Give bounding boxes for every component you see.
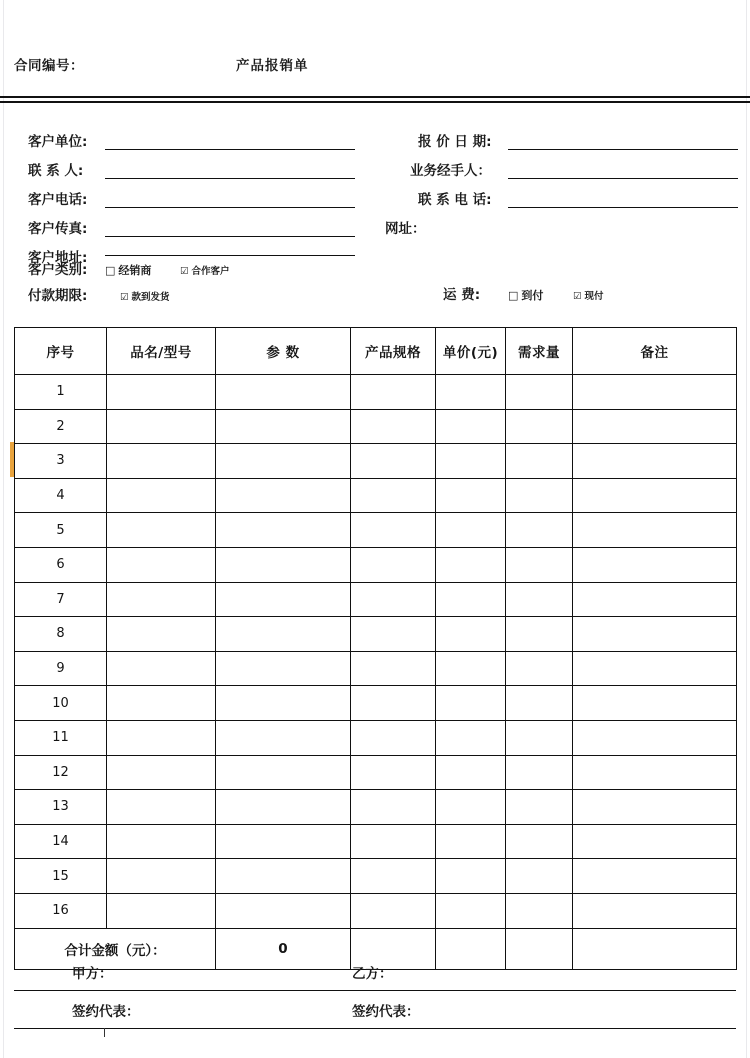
- checkbox-label-freight-collect: 到付: [521, 289, 544, 302]
- cell-index: 3: [15, 444, 107, 479]
- cell-name[interactable]: [107, 720, 216, 755]
- cell-qty[interactable]: [506, 651, 573, 686]
- cell-price[interactable]: [436, 375, 506, 410]
- cell-qty[interactable]: [506, 375, 573, 410]
- cell-spec[interactable]: [351, 582, 436, 617]
- document-header: [0, 0, 750, 97]
- cell-spec[interactable]: [351, 617, 436, 652]
- cell-index: 1: [15, 375, 107, 410]
- table-row: [15, 790, 737, 825]
- checkbox-freight-collect[interactable]: [508, 290, 543, 301]
- cell-spec[interactable]: [351, 513, 436, 548]
- field-label-customer-address: 客户地址:: [28, 250, 88, 266]
- cell-qty[interactable]: [506, 686, 573, 721]
- field-label-sales-agent: 业务经手人：: [410, 163, 491, 179]
- cell-note[interactable]: [573, 893, 737, 928]
- cell-params[interactable]: [216, 755, 351, 790]
- table-row: [15, 617, 737, 652]
- cell-params[interactable]: [216, 547, 351, 582]
- field-input-customer-company[interactable]: [105, 149, 355, 150]
- cell-params[interactable]: [216, 582, 351, 617]
- column-header-index: 序号: [15, 328, 107, 375]
- cell-name[interactable]: [107, 409, 216, 444]
- cell-name[interactable]: [107, 444, 216, 479]
- field-input-sales-agent[interactable]: [508, 178, 738, 179]
- cell-note[interactable]: [573, 686, 737, 721]
- table-row: [15, 444, 737, 479]
- field-label-customer-fax: 客户传真:: [28, 221, 88, 237]
- cell-index: 7: [15, 582, 107, 617]
- cell-price[interactable]: [436, 720, 506, 755]
- cell-price[interactable]: [436, 755, 506, 790]
- cell-price[interactable]: [436, 547, 506, 582]
- cell-price[interactable]: [436, 444, 506, 479]
- cell-price[interactable]: [436, 790, 506, 825]
- signature-row-parties: [14, 952, 736, 991]
- cell-qty[interactable]: [506, 790, 573, 825]
- cell-note[interactable]: [573, 547, 737, 582]
- field-label-contact-phone: 联 系 电 话:: [418, 192, 492, 208]
- field-input-contact-phone[interactable]: [508, 207, 738, 208]
- field-label-customer-company: 客户单位:: [28, 134, 88, 150]
- cell-note[interactable]: [573, 478, 737, 513]
- checkbox-label-partner-customer: 合作客户: [191, 266, 230, 277]
- cell-index: 5: [15, 513, 107, 548]
- cell-index: 12: [15, 755, 107, 790]
- signature-row-representatives: [14, 990, 736, 1029]
- cell-qty[interactable]: [506, 720, 573, 755]
- cell-name[interactable]: [107, 893, 216, 928]
- field-input-customer-address[interactable]: [105, 255, 355, 256]
- cell-index: 15: [15, 859, 107, 894]
- cell-price[interactable]: [436, 651, 506, 686]
- column-header-name: 品名/型号: [107, 328, 216, 375]
- page-title: 产品报销单: [236, 58, 309, 74]
- checkbox-label-dealer: 经销商: [118, 264, 152, 277]
- cell-qty[interactable]: [506, 513, 573, 548]
- checkbox-box-freight-prepaid: ☑: [573, 291, 582, 302]
- signature-block: [14, 952, 736, 1042]
- cell-params[interactable]: [216, 617, 351, 652]
- cell-params[interactable]: [216, 478, 351, 513]
- cell-qty[interactable]: [506, 617, 573, 652]
- cell-name[interactable]: [107, 824, 216, 859]
- table-row: [15, 686, 737, 721]
- cell-name[interactable]: [107, 755, 216, 790]
- cell-qty[interactable]: [506, 755, 573, 790]
- cell-spec[interactable]: [351, 478, 436, 513]
- cell-params[interactable]: [216, 409, 351, 444]
- cell-note[interactable]: [573, 582, 737, 617]
- cell-index: 10: [15, 686, 107, 721]
- cell-params[interactable]: [216, 513, 351, 548]
- cell-name[interactable]: [107, 686, 216, 721]
- cell-index: 13: [15, 790, 107, 825]
- table-row: [15, 859, 737, 894]
- cell-qty[interactable]: [506, 478, 573, 513]
- cell-note[interactable]: [573, 444, 737, 479]
- cell-qty[interactable]: [506, 893, 573, 928]
- cell-index: 11: [15, 720, 107, 755]
- total-amount-label: 合计金额（元）：: [15, 928, 216, 969]
- cell-name[interactable]: [107, 547, 216, 582]
- representative-b-label: 签约代表：: [352, 1004, 420, 1020]
- table-row: [15, 893, 737, 928]
- cell-note[interactable]: [573, 409, 737, 444]
- cell-spec[interactable]: [351, 824, 436, 859]
- table-row: [15, 547, 737, 582]
- checkbox-freight-prepaid[interactable]: [573, 292, 604, 302]
- cell-qty[interactable]: [506, 444, 573, 479]
- cell-spec[interactable]: [351, 651, 436, 686]
- cell-spec[interactable]: [351, 686, 436, 721]
- table-row: [15, 755, 737, 790]
- cell-spec[interactable]: [351, 409, 436, 444]
- cell-name[interactable]: [107, 790, 216, 825]
- cell-spec[interactable]: [351, 444, 436, 479]
- cell-params[interactable]: [216, 686, 351, 721]
- table-header-row: [15, 328, 737, 375]
- column-divider-tick: [104, 1028, 105, 1037]
- field-input-customer-phone[interactable]: [105, 207, 355, 208]
- table-row: [15, 513, 737, 548]
- table-row: [15, 582, 737, 617]
- checkbox-label-freight-prepaid: 现付: [584, 291, 604, 302]
- cell-spec[interactable]: [351, 893, 436, 928]
- customer-info-form: [0, 112, 750, 312]
- cell-price[interactable]: [436, 409, 506, 444]
- column-header-note: 备注: [573, 328, 737, 375]
- cell-note[interactable]: [573, 790, 737, 825]
- cell-name[interactable]: [107, 582, 216, 617]
- party-a-label: 甲方：: [72, 966, 113, 982]
- field-label-customer-type: 客户类别:: [28, 262, 88, 278]
- cell-index: 4: [15, 478, 107, 513]
- cell-index: 16: [15, 893, 107, 928]
- field-label-quote-date: 报 价 日 期:: [418, 134, 492, 150]
- cell-price[interactable]: [436, 582, 506, 617]
- cell-price[interactable]: [436, 478, 506, 513]
- cell-spec[interactable]: [351, 720, 436, 755]
- cell-index: 9: [15, 651, 107, 686]
- cell-qty[interactable]: [506, 824, 573, 859]
- cell-price[interactable]: [436, 893, 506, 928]
- cell-params[interactable]: [216, 824, 351, 859]
- table-body: [15, 375, 737, 929]
- cell-price[interactable]: [436, 824, 506, 859]
- total-amount-value[interactable]: 0: [216, 928, 351, 969]
- cell-index: 14: [15, 824, 107, 859]
- field-input-quote-date[interactable]: [508, 149, 738, 150]
- cell-params[interactable]: [216, 790, 351, 825]
- cell-params[interactable]: [216, 720, 351, 755]
- cell-note[interactable]: [573, 651, 737, 686]
- table-row: [15, 720, 737, 755]
- column-header-qty: 需求量: [506, 328, 573, 375]
- cell-note[interactable]: [573, 755, 737, 790]
- column-header-params: 参 数: [216, 328, 351, 375]
- checkbox-box-dealer: □: [105, 264, 116, 277]
- cell-name[interactable]: [107, 375, 216, 410]
- cell-name[interactable]: [107, 513, 216, 548]
- cell-price[interactable]: [436, 617, 506, 652]
- table-row: [15, 409, 737, 444]
- cell-spec[interactable]: [351, 859, 436, 894]
- checkbox-box-freight-collect: □: [508, 289, 519, 302]
- cell-note[interactable]: [573, 375, 737, 410]
- cell-name[interactable]: [107, 478, 216, 513]
- field-label-customer-phone: 客户电话:: [28, 192, 88, 208]
- product-table: [14, 327, 737, 970]
- cell-name[interactable]: [107, 859, 216, 894]
- cell-qty[interactable]: [506, 547, 573, 582]
- field-input-contact-person[interactable]: [105, 178, 355, 179]
- table-row: [15, 478, 737, 513]
- cell-note[interactable]: [573, 720, 737, 755]
- contract-number-label: 合同编号：: [14, 58, 84, 74]
- cell-name[interactable]: [107, 617, 216, 652]
- cell-qty[interactable]: [506, 409, 573, 444]
- checkbox-box-partner-customer: ☑: [180, 266, 189, 277]
- checkbox-label-pay-before-delivery: 款到发货: [131, 292, 170, 303]
- cell-params[interactable]: [216, 859, 351, 894]
- cell-name[interactable]: [107, 651, 216, 686]
- field-label-freight: 运 费:: [443, 287, 481, 303]
- checkbox-dealer[interactable]: [105, 265, 151, 276]
- cell-price[interactable]: [436, 686, 506, 721]
- column-header-price: 单价(元): [436, 328, 506, 375]
- field-label-payment-term: 付款期限:: [28, 288, 88, 304]
- cell-note[interactable]: [573, 617, 737, 652]
- representative-a-label: 签约代表：: [72, 1004, 140, 1020]
- header-double-rule: [0, 96, 750, 103]
- cell-params[interactable]: [216, 375, 351, 410]
- cell-qty[interactable]: [506, 859, 573, 894]
- cell-price[interactable]: [436, 859, 506, 894]
- cell-spec[interactable]: [351, 547, 436, 582]
- table-row: [15, 375, 737, 410]
- checkbox-pay-before-delivery[interactable]: [120, 293, 170, 303]
- cell-note[interactable]: [573, 513, 737, 548]
- cell-index: 8: [15, 617, 107, 652]
- field-label-website: 网址：: [385, 221, 426, 237]
- cell-note[interactable]: [573, 859, 737, 894]
- cell-index: 6: [15, 547, 107, 582]
- checkbox-partner-customer[interactable]: [180, 267, 230, 277]
- cell-note[interactable]: [573, 824, 737, 859]
- cell-qty[interactable]: [506, 582, 573, 617]
- cell-params[interactable]: [216, 444, 351, 479]
- column-header-spec: 产品规格: [351, 328, 436, 375]
- cell-price[interactable]: [436, 513, 506, 548]
- cell-params[interactable]: [216, 651, 351, 686]
- field-label-contact-person: 联 系 人:: [28, 163, 84, 179]
- cell-spec[interactable]: [351, 755, 436, 790]
- field-input-customer-fax[interactable]: [105, 236, 355, 237]
- table-row: [15, 824, 737, 859]
- checkbox-box-pay-before-delivery: ☑: [120, 292, 129, 303]
- cell-index: 2: [15, 409, 107, 444]
- party-b-label: 乙方：: [352, 966, 393, 982]
- cell-spec[interactable]: [351, 375, 436, 410]
- cell-params[interactable]: [216, 893, 351, 928]
- table-row: [15, 651, 737, 686]
- cell-spec[interactable]: [351, 790, 436, 825]
